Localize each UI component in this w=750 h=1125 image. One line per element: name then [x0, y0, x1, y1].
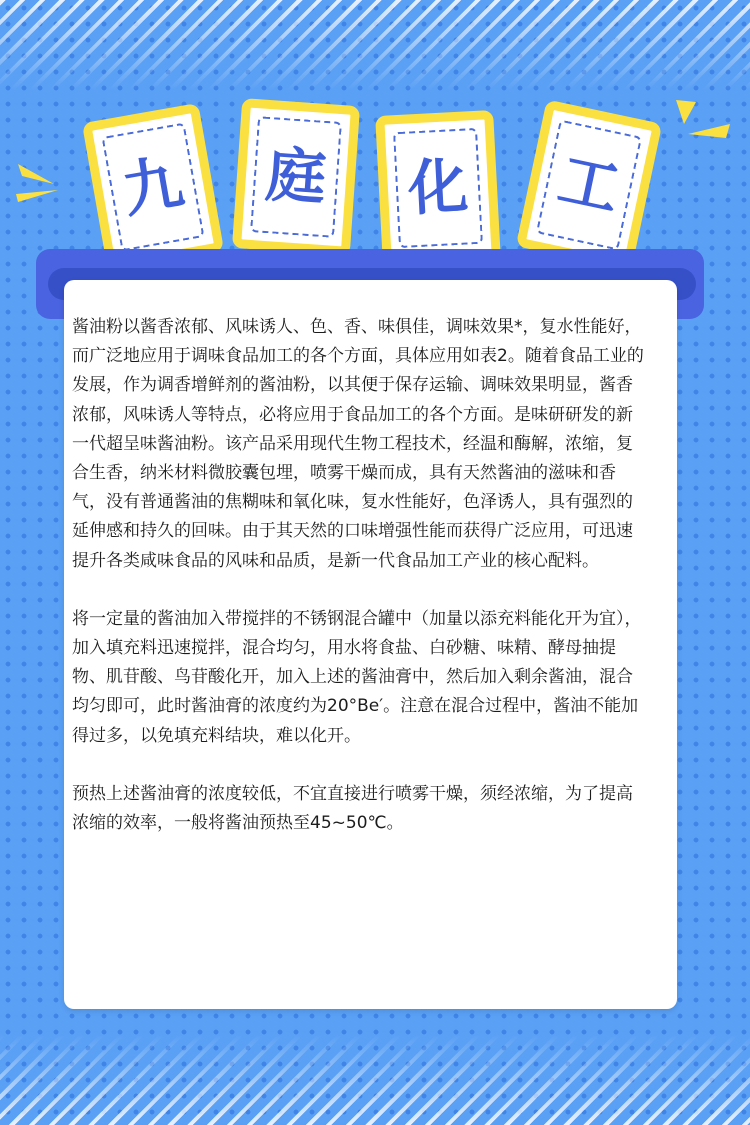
paragraph-3: 预热上述酱油膏的浓度较低，不宜直接进行喷雾干燥，须经浓缩，为了提高浓缩的效率，一般将酱油预热至45~50℃。: [72, 783, 633, 834]
title-char-3: 化: [406, 151, 470, 225]
paragraph-2: 将一定量的酱油加入带搅拌的不锈钢混合罐中（加量以添充料能化开为宜），加入填充料迅速搅拌，混合均匀，用水将食盐、白砂糖、味精、酵母抽提物、肌苷酸、鸟苷酸化开，加入上述的酱油膏中，然后加入剩余酱油，混合均匀即可，此时酱油膏的浓度约为20°Be′。注意在混合过程中，酱油不能加得过多，以免填充料结块，难以化开。: [72, 608, 642, 746]
title-char-2: 庭: [263, 139, 329, 215]
title-card-3: [375, 110, 501, 266]
top-stripe-decoration: [0, 0, 750, 90]
content-card: [64, 280, 677, 1009]
left-sparkle-icon: [14, 150, 64, 230]
title-char-1: 九: [117, 147, 189, 227]
title-char-4: 工: [552, 144, 626, 226]
right-sparkle-icon: [668, 90, 738, 160]
bottom-stripe-decoration: [0, 1035, 750, 1125]
article-body: [72, 313, 644, 867]
title-card-1: [82, 103, 224, 271]
paragraph-1: 酱油粉以酱香浓郁、风味诱人、色、香、味俱佳，调味效果*，复水性能好，而广泛地应用于调味食品加工的各个方面，具体应用如表2。随着食品工业的发展，作为调香增鲜剂的酱油粉，以其便于保存运输、调味效果明显，酱香浓郁，风味诱人等特点，必将应用于食品加工的各个方面。是味研研发的新一代超呈味酱油粉。该产品采用现代生物工程技术，经温和酶解，浓缩，复合生香，纳米材料微胶囊包埋，喷雾干燥而成，具有天然酱油的滋味和香气，没有普通酱油的焦糊味和氧化味，复水性能好，色泽诱人，具有强烈的延伸感和持久的回味。由于其天然的口味增强性能而获得广泛应用，可迅速提升各类咸味食品的风味和品质，是新一代食品加工产业的核心配料。: [72, 317, 644, 571]
title-card-2: [232, 98, 360, 256]
title-card-4: [516, 99, 663, 270]
